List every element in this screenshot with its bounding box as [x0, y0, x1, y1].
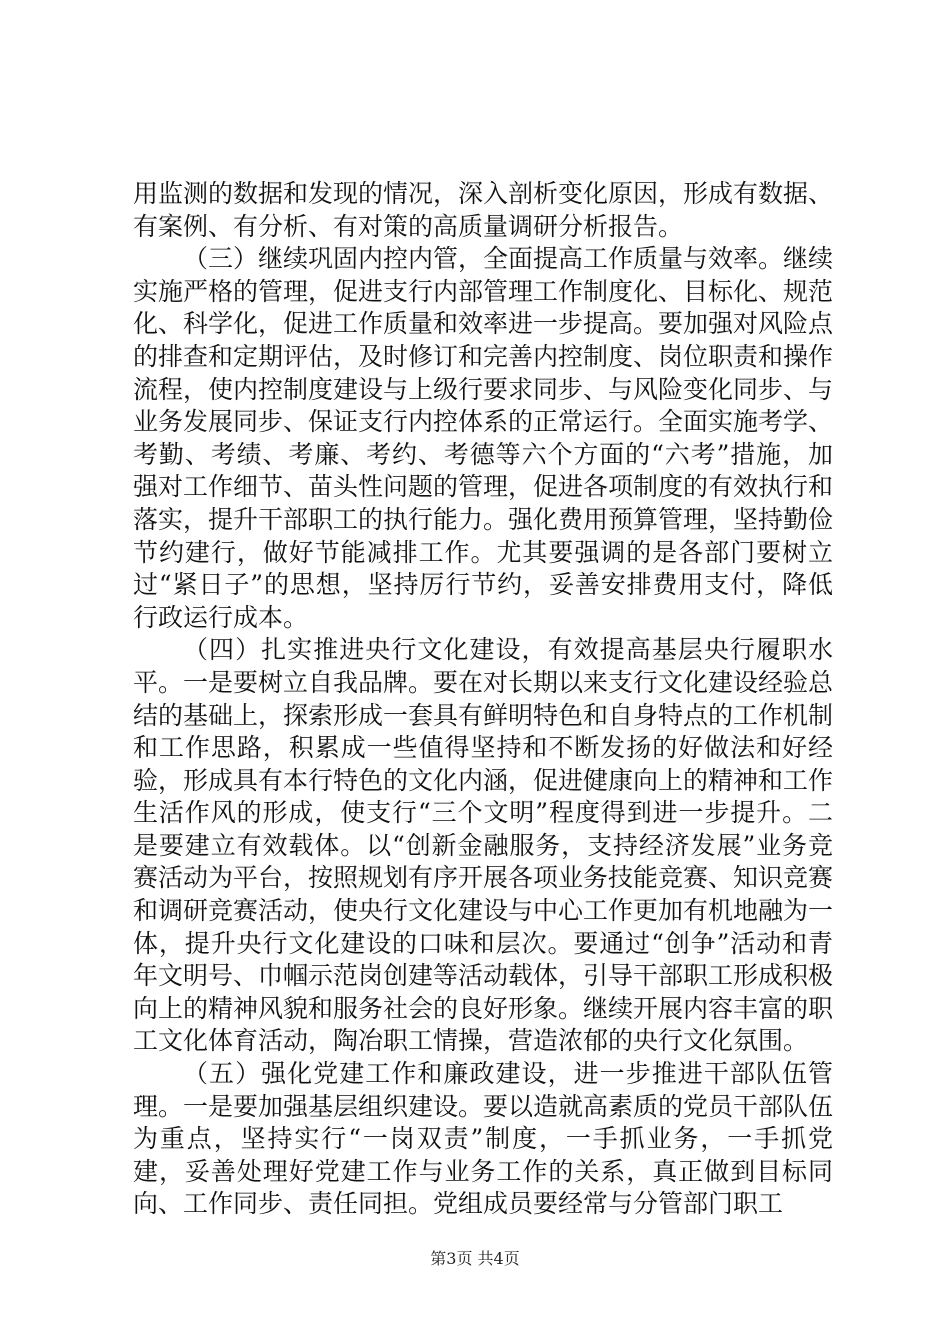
- paragraph-3: （四）扎实推进央行文化建设，有效提高基层央行履职水平。一是要树立自我品牌。要在对长期以来支行文化建设经验总结的基础上，探索形成一套具有鲜明特色和自身特点的工作机制和工作思路，积累成一些值得坚持和不断发扬的好做法和好经验，形成具有本行特色的文化内涵，促进健康向上的精神和工作生活作风的形成，使支行“三个文明”程度得到进一步提升。二是要建立有效载体。以“创新金融服务，支持经济发展”业务竞赛活动为平台，按照规划有序开展各项业务技能竞赛、知识竞赛和调研竞赛活动，使央行文化建设与中心工作更加有机地融为一体，提升央行文化建设的口味和层次。要通过“创争”活动和青年文明号、巾帼示范岗创建等活动载体，引导干部职工形成积极向上的精神风貌和服务社会的良好形象。继续开展内容丰富的职工文化体育活动，陶冶职工情操，营造浓郁的央行文化氛围。: [133, 635, 834, 1056]
- document-body: [133, 178, 833, 1221]
- paragraph-2: （三）继续巩固内控内管，全面提高工作质量与效率。继续实施严格的管理，促进支行内部管理工作制度化、目标化、规范化、科学化，促进工作质量和效率进一步提高。要加强对风险点的排查和定期评估，及时修订和完善内控制度、岗位职责和操作流程，使内控制度建设与上级行要求同步、与风险变化同步、与业务发展同步、保证支行内控体系的正常运行。全面实施考学、考勤、考绩、考廉、考约、考德等六个方面的“六考”措施，加强对工作细节、苗头性问题的管理，促进各项制度的有效执行和落实，提升干部职工的执行能力。强化费用预算管理，坚持勤俭节约建行，做好节能减排工作。尤其要强调的是各部门要树立过“紧日子”的思想，坚持厉行节约，妥善安排费用支付，降低行政运行成本。: [133, 244, 834, 632]
- page-footer: 第3页 共4页: [430, 1249, 520, 1268]
- paragraph-1: 用监测的数据和发现的情况，深入剖析变化原因，形成有数据、有案例、有分析、有对策的高质量调研分析报告。: [133, 179, 834, 241]
- paragraph-4: （五）强化党建工作和廉政建设，进一步推进干部队伍管理。一是要加强基层组织建设。要以造就高素质的党员干部队伍为重点，坚持实行“一岗双责”制度，一手抓业务，一手抓党建，妥善处理好党建工作与业务工作的关系，真正做到目标同向、工作同步、责任同担。党组成员要经常与分管部门职工: [133, 1059, 834, 1219]
